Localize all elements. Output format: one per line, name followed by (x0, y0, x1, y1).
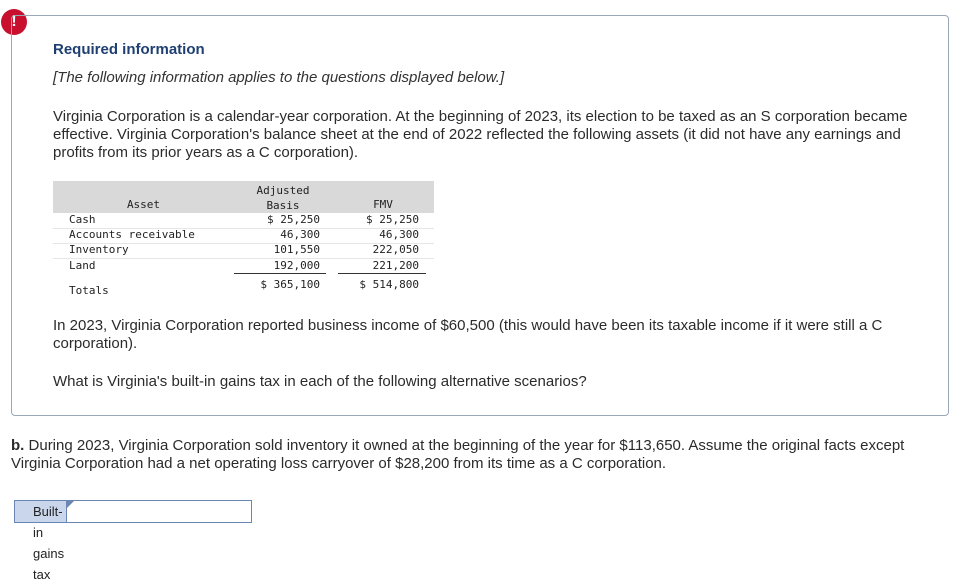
required-information-title: Required information (53, 41, 205, 58)
adjusted-basis-column-header: Adjusted Basis (256, 184, 310, 212)
fmv-column-header: FMV (373, 198, 393, 211)
table-row-fmv: 222,050 (372, 243, 419, 256)
exclamation-icon: ! (1, 9, 27, 35)
input-corner-marker (67, 501, 74, 508)
built-in-gains-tax-input-wrapper (67, 501, 251, 522)
table-row-asset: Inventory (69, 243, 129, 256)
business-income-paragraph: In 2023, Virginia Corporation reported business income of $60,500 (this would have been its taxable income if it were still a C corporation). (53, 317, 883, 352)
table-row-fmv: $ 25,250 (366, 213, 419, 226)
built-in-gains-tax-row (14, 500, 252, 582)
required-information-subtitle: [The following information applies to the questions displayed below.] (53, 69, 505, 86)
asset-column-header: Asset (126, 198, 161, 211)
table-row-adjusted-basis: 46,300 (280, 228, 320, 241)
table-row-asset: Accounts receivable (69, 228, 195, 241)
table-row-asset: Land (69, 259, 96, 272)
table-row-adjusted-basis: $ 25,250 (267, 213, 320, 226)
adjusted-basis-total-rule (234, 273, 326, 274)
built-in-gains-tax-label: Built-in gains tax (15, 501, 67, 522)
table-row-fmv: 46,300 (379, 228, 419, 241)
part-b-label: b. (11, 437, 25, 454)
totals-fmv: $ 514,800 (359, 278, 419, 291)
part-b-question (11, 437, 941, 473)
question-paragraph: What is Virginia's built-in gains tax in each of the following alternative scenarios? (53, 373, 587, 390)
fmv-total-rule (338, 273, 426, 274)
table-row-adjusted-basis: 101,550 (273, 243, 320, 256)
intro-paragraph: Virginia Corporation is a calendar-year corporation. At the beginning of 2023, its election to be taxed as an S corporation became effective. Virginia Corporation's balance sheet at the end of 2022 reflected the following assets (it did not have any earnings and profits from its prior years as a C corporation). (53, 108, 908, 161)
built-in-gains-tax-input[interactable] (67, 501, 251, 522)
totals-label: Totals (69, 284, 109, 297)
totals-adjusted-basis: $ 365,100 (260, 278, 320, 291)
table-row-adjusted-basis: 192,000 (273, 259, 320, 272)
table-row-fmv: 221,200 (372, 259, 419, 272)
table-row-asset: Cash (69, 213, 96, 226)
part-b-text: During 2023, Virginia Corporation sold inventory it owned at the beginning of the year for $113,650. Assume the original facts except Virginia Corporation had a net operating loss carryover of $28,200 from its time as a C corporation. (11, 437, 905, 472)
